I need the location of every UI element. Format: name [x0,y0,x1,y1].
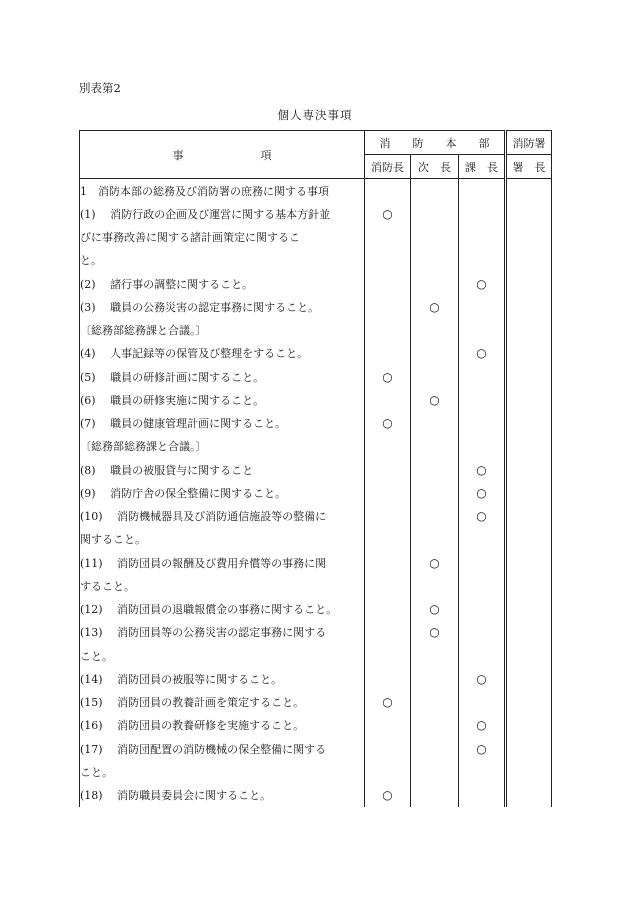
mark-chief [365,574,411,597]
mark-section [459,388,506,411]
table-row [80,667,552,690]
header-fire-station: 消防署 [506,131,552,155]
row-matter-text: (12) 消防団員の退職報償金の事務に関すること。 [80,598,365,621]
mark-deputy [411,505,459,528]
mark-deputy [411,272,459,295]
circle-mark-icon: ○ [382,206,393,221]
mark-station-chief [506,295,552,318]
mark-chief [365,249,411,272]
circle-mark-icon: ○ [382,369,393,384]
mark-section [459,551,506,574]
mark-section [459,644,506,667]
mark-station-chief [506,365,552,388]
row-matter-text: こと。 [80,760,365,783]
mark-deputy [411,644,459,667]
mark-section [459,691,506,714]
mark-chief [365,202,411,225]
circle-mark-icon: ○ [476,346,487,361]
mark-station-chief [506,598,552,621]
mark-station-chief [506,435,552,458]
mark-station-chief [506,574,552,597]
table-row [80,226,552,249]
mark-chief [365,295,411,318]
document-title: 個人専決事項 [277,108,353,122]
circle-mark-icon: ○ [382,416,393,431]
row-matter-text: (11) 消防団員の報酬及び費用弁償等の事務に関 [80,551,365,574]
mark-chief [365,644,411,667]
mark-chief [365,412,411,435]
row-matter-text: と。 [80,249,365,272]
table-row [80,319,552,342]
mark-chief [365,365,411,388]
mark-section [459,621,506,644]
row-matter-text: こと。 [80,644,365,667]
row-matter-text: (17) 消防団配置の消防機械の保全整備に関する [80,737,365,760]
table-row [80,272,552,295]
circle-mark-icon: ○ [476,509,487,524]
mark-station-chief [506,644,552,667]
mark-chief [365,737,411,760]
row-matter-text: (8) 職員の被服貸与に関すること [80,458,365,481]
circle-mark-icon: ○ [382,788,393,803]
table-row [80,621,552,644]
mark-deputy [411,295,459,318]
row-matter-text: (14) 消防団員の被服等に関すること。 [80,667,365,690]
mark-station-chief [506,528,552,551]
mark-station-chief [506,621,552,644]
mark-station-chief [506,760,552,783]
table-row [80,435,552,458]
mark-section [459,249,506,272]
row-matter-text: (18) 消防職員委員会に関すること。 [80,784,365,807]
mark-section [459,295,506,318]
mark-deputy [411,667,459,690]
mark-station-chief [506,481,552,504]
mark-deputy [411,621,459,644]
mark-chief [365,505,411,528]
circle-mark-icon: ○ [429,299,440,314]
row-matter-text: (4) 人事記録等の保管及び整理をすること。 [80,342,365,365]
decision-table [79,130,552,807]
mark-chief [365,179,411,203]
mark-section [459,528,506,551]
table-row [80,784,552,807]
mark-section [459,667,506,690]
mark-chief [365,528,411,551]
table-row [80,737,552,760]
mark-deputy [411,737,459,760]
table-row [80,760,552,783]
header-chief: 消防長 [365,155,411,179]
table-row [80,388,552,411]
mark-station-chief [506,551,552,574]
row-matter-text: 〔総務部総務課と合議。〕 [80,435,365,458]
mark-section [459,598,506,621]
table-row [80,179,552,203]
mark-section [459,737,506,760]
circle-mark-icon: ○ [476,671,487,686]
row-matter-text: 1 消防本部の総務及び消防署の庶務に関する事項 [80,179,365,203]
header-station-chief: 署 長 [506,155,552,179]
mark-chief [365,691,411,714]
row-matter-text: (15) 消防団員の教養計画を策定すること。 [80,691,365,714]
mark-station-chief [506,458,552,481]
mark-section [459,412,506,435]
mark-station-chief [506,667,552,690]
mark-chief [365,551,411,574]
mark-chief [365,388,411,411]
mark-deputy [411,574,459,597]
header-matter: 事 項 [80,131,365,179]
table-row [80,249,552,272]
mark-station-chief [506,249,552,272]
mark-station-chief [506,388,552,411]
mark-deputy [411,714,459,737]
mark-section [459,342,506,365]
table-row [80,598,552,621]
header-fire-hq: 消 防 本 部 [365,131,506,155]
mark-deputy [411,342,459,365]
circle-mark-icon: ○ [476,741,487,756]
row-matter-text: (6) 職員の研修実施に関すること。 [80,388,365,411]
mark-deputy [411,528,459,551]
mark-chief [365,784,411,807]
mark-deputy [411,598,459,621]
mark-station-chief [506,202,552,225]
mark-chief [365,435,411,458]
mark-section [459,574,506,597]
row-matter-text: (1) 消防行政の企画及び運営に関する基本方針並 [80,202,365,225]
mark-station-chief [506,714,552,737]
circle-mark-icon: ○ [429,625,440,640]
mark-deputy [411,226,459,249]
mark-section [459,760,506,783]
row-matter-text: びに事務改善に関する諸計画策定に関するこ [80,226,365,249]
header-section-chief: 課 長 [459,155,506,179]
circle-mark-icon: ○ [476,276,487,291]
mark-station-chief [506,691,552,714]
table-row [80,202,552,225]
table-row [80,342,552,365]
circle-mark-icon: ○ [476,485,487,500]
mark-station-chief [506,412,552,435]
mark-chief [365,667,411,690]
mark-chief [365,714,411,737]
mark-deputy [411,365,459,388]
circle-mark-icon: ○ [476,718,487,733]
mark-deputy [411,458,459,481]
mark-section [459,458,506,481]
mark-chief [365,272,411,295]
row-matter-text: (13) 消防団員等の公務災害の認定事務に関する [80,621,365,644]
mark-chief [365,621,411,644]
mark-deputy [411,481,459,504]
table-row [80,481,552,504]
mark-section [459,179,506,203]
mark-station-chief [506,505,552,528]
mark-deputy [411,760,459,783]
mark-chief [365,481,411,504]
row-matter-text: 〔総務部総務課と合議。〕 [80,319,365,342]
row-matter-text: (3) 職員の公務災害の認定事務に関すること。 [80,295,365,318]
mark-chief [365,342,411,365]
mark-deputy [411,179,459,203]
mark-station-chief [506,784,552,807]
mark-chief [365,598,411,621]
mark-deputy [411,412,459,435]
table-row [80,574,552,597]
row-matter-text: (2) 諸行事の調整に関すること。 [80,272,365,295]
mark-deputy [411,388,459,411]
table-row [80,458,552,481]
mark-station-chief [506,319,552,342]
mark-chief [365,319,411,342]
circle-mark-icon: ○ [476,462,487,477]
circle-mark-icon: ○ [429,602,440,617]
mark-chief [365,760,411,783]
mark-section [459,202,506,225]
mark-section [459,435,506,458]
circle-mark-icon: ○ [382,695,393,710]
mark-chief [365,458,411,481]
row-matter-text: (9) 消防庁舎の保全整備に関すること。 [80,481,365,504]
table-row [80,528,552,551]
circle-mark-icon: ○ [429,392,440,407]
mark-station-chief [506,179,552,203]
table-row [80,412,552,435]
row-matter-text: (10) 消防機械器具及び消防通信施設等の整備に [80,505,365,528]
mark-section [459,784,506,807]
mark-deputy [411,551,459,574]
table-row [80,295,552,318]
appendix-label: 別表第2 [79,81,121,95]
table-row [80,644,552,667]
mark-station-chief [506,226,552,249]
row-matter-text: (5) 職員の研修計画に関すること。 [80,365,365,388]
table-row [80,714,552,737]
mark-section [459,505,506,528]
table-row [80,691,552,714]
mark-deputy [411,319,459,342]
mark-deputy [411,784,459,807]
row-matter-text: (7) 職員の健康管理計画に関すること。 [80,412,365,435]
mark-section [459,481,506,504]
table-row [80,505,552,528]
row-matter-text: 関すること。 [80,528,365,551]
mark-station-chief [506,272,552,295]
mark-station-chief [506,737,552,760]
mark-chief [365,226,411,249]
mark-deputy [411,202,459,225]
mark-section [459,714,506,737]
circle-mark-icon: ○ [429,555,440,570]
mark-deputy [411,249,459,272]
row-matter-text: (16) 消防団員の教養研修を実施すること。 [80,714,365,737]
table-row [80,365,552,388]
mark-deputy [411,435,459,458]
header-deputy: 次 長 [411,155,459,179]
mark-station-chief [506,342,552,365]
mark-section [459,226,506,249]
mark-deputy [411,691,459,714]
mark-section [459,365,506,388]
mark-section [459,319,506,342]
mark-section [459,272,506,295]
row-matter-text: すること。 [80,574,365,597]
table-row [80,551,552,574]
